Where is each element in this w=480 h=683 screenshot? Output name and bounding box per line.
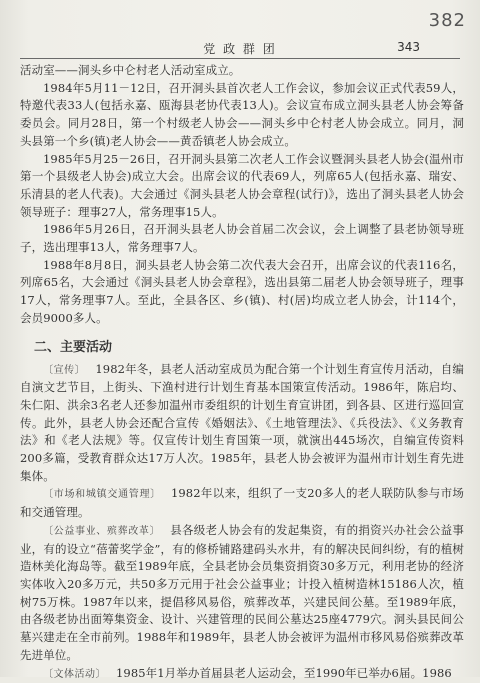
activity-public-welfare bbox=[20, 522, 464, 665]
paragraph-1988: 1988年8月8日，洞头县老人协会第二次代表大会召开，出席会议的代表116名，列席65名，大会通过《洞头县老人协会章程》，选出县第二届老人协会领导班子，理事17人，常务理事7人。至此，全县各区、乡(镇)、村(居)均成立老人协会，计114个，会员9000多人。 bbox=[20, 257, 464, 328]
paragraph-1984: 1984年5月11－12日，召开洞头县首次老人工作会议，参加会议正式代表59人，特邀代表33人(包括永嘉、瓯海县老协代表13人)。会议宣布成立洞头县老人协会筹备委员会。同月28日，第一个村级老人协会——洞头乡中仑村老人协会成立。同月，洞头县第一个乡(镇)老人协会——黄岙镇老人协会成立。 bbox=[20, 80, 464, 151]
handwritten-page-number: 382 bbox=[429, 10, 466, 31]
activity-tag: 〔市场和城镇交通管理〕 bbox=[43, 489, 161, 500]
paragraph-continuation: 活动室——洞头乡中仑村老人活动室成立。 bbox=[20, 62, 464, 80]
running-header bbox=[20, 40, 460, 59]
page-content bbox=[20, 62, 464, 683]
activity-text: 1982年冬，县老人活动室成员为配合第一个计划生育宣传月活动，自编自演文艺节目，上街头、下渔村进行计划生育基本国策宣传活动。1986年，陈启均、朱仁阳、洪余3名老人还参加温州市委组织的计划生育宣讲团，到各县、区进行巡回宣传。此外，县老人协会还配合宣传《婚姻法》、《土地管理法》、《兵役法》、《义务教育法》和《老人法规》等。仅宣传计划生育国策一项，就演出445场次，自编宣传资料200多篇，受教育群众达17万人次。1985年，县老人协会被评为温州市计划生育先进集体。 bbox=[20, 362, 464, 483]
activity-culture-sports bbox=[20, 665, 464, 683]
activity-publicity bbox=[20, 361, 464, 486]
section-title: 二、主要活动 bbox=[34, 336, 464, 355]
activity-text: 1982年以来，组织了一支20多人的老人联防队参与市场和交通管理。 bbox=[20, 486, 464, 519]
paragraph-1986: 1986年5月26日，召开洞头县老人协会首届二次会议，会上调整了县老协领导班子，选出理事13人，常务理事7人。 bbox=[20, 221, 464, 256]
page-number: 343 bbox=[397, 40, 420, 54]
paragraph-1985: 1985年5月25－26日，召开洞头县第二次老人工作会议暨洞头县老人协会(温州市第一个县级老人协会)成立大会。出席会议的代表69人，列席65人(包括永嘉、瑞安、乐清县的老人代表)。大会通过《洞头县老人协会章程(试行)》，选出了洞头县老人协会领导班子：理事27人，常务理事15人。 bbox=[20, 151, 464, 222]
activity-text: 1985年1月举办首届县老人运动会，至1990年已举办6届。1986 bbox=[116, 666, 452, 680]
activity-tag: 〔公益事业、殡葬改革〕 bbox=[43, 526, 160, 537]
activity-market-traffic bbox=[20, 485, 464, 521]
running-title: 党 政 群 团 bbox=[20, 40, 460, 57]
activity-text: 县各级老人协会有的发起集资，有的捐资兴办社会公益事业，有的设立“蓓蕾奖学金”，有的修桥铺路建码头水井，有的解决民间纠纷，有的植树造林美化海岛等。截至1989年底，全县老协会员集资捐资30多万元，利用老协的经济实体收入20多万元，共50多万元用于社会公益事业；计投入植树造林15186人次，植树75万株。1987年以来，提倡移风易俗，殡葬改革，兴建民间公墓。至1989年底，由各级老协出面筹集资金、设计、兴建管理的民间公墓达25座4779穴。洞头县民间公墓兴建走在全市前列。1988年和1989年，县老人协会被评为温州市移风易俗殡葬改革先进单位。 bbox=[20, 523, 464, 662]
activity-tag: 〔文体活动〕 bbox=[43, 669, 106, 680]
activity-tag: 〔宣传〕 bbox=[43, 365, 85, 376]
